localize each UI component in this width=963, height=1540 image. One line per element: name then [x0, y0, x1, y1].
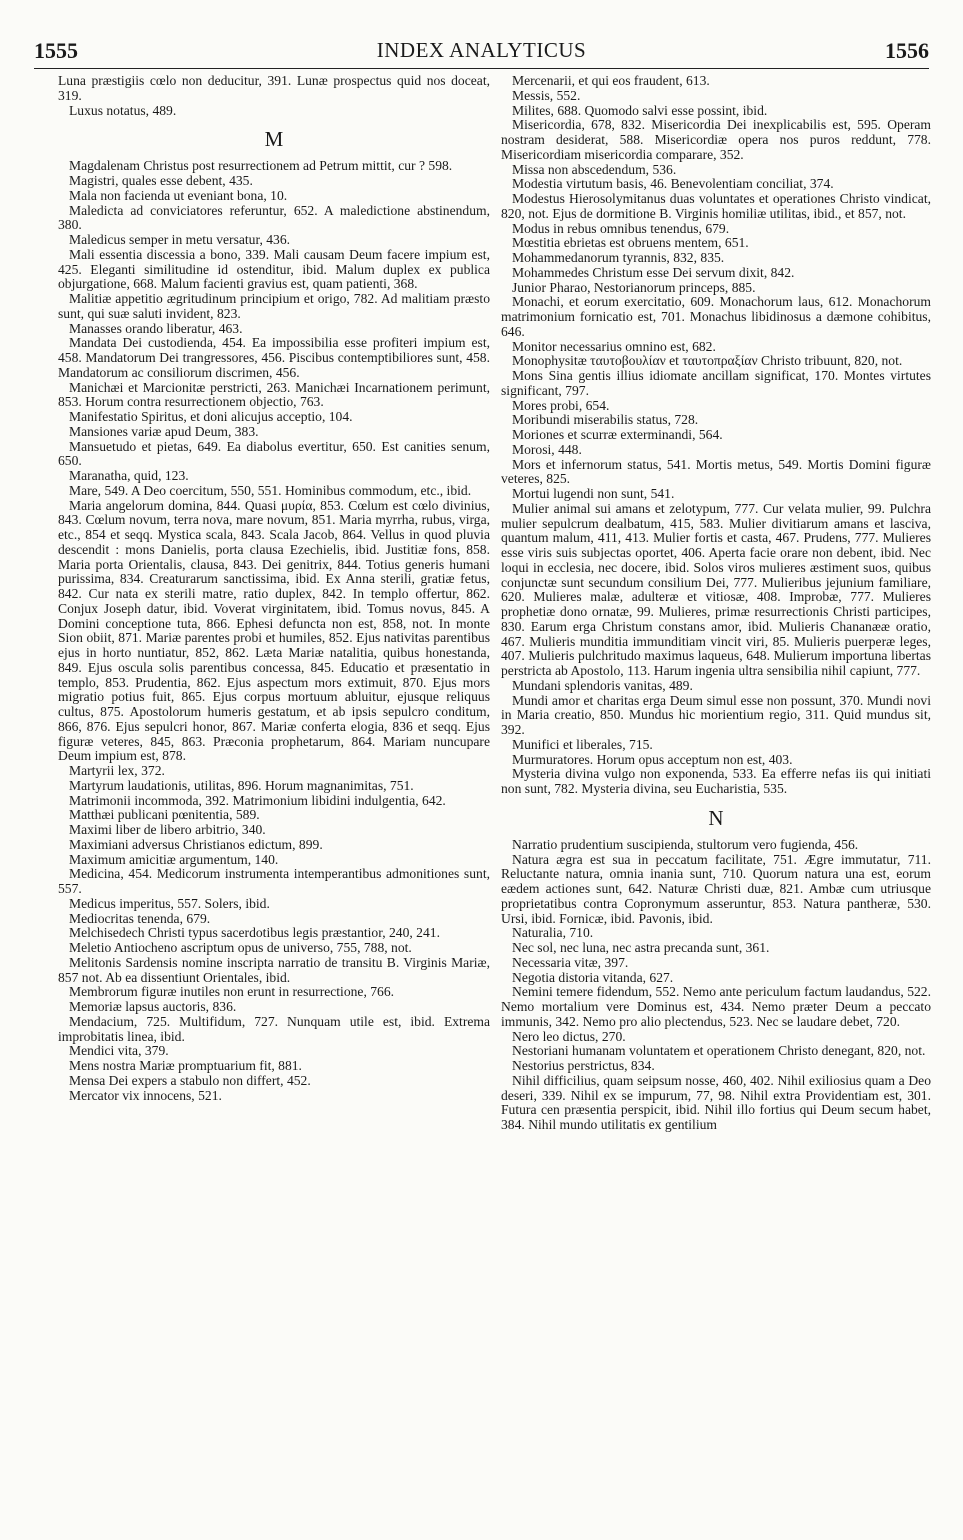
index-entry: Mansuetudo et pietas, 649. Ea diabolus evertitur, 650. Est canities senum, 650.: [58, 438, 490, 469]
header-rule: [34, 68, 929, 69]
index-entry: Manasses orando liberatur, 463.: [69, 320, 243, 336]
index-entry: Mortui lugendi non sunt, 541.: [512, 486, 675, 501]
index-entry: Nec sol, nec luna, nec astra precanda sunt, 361.: [512, 940, 770, 955]
index-entry: Maranatha, quid, 123.: [69, 468, 189, 483]
index-entry: Luxus notatus, 489.: [69, 102, 177, 118]
index-entry: Manichæi et Marcionitæ perstricti, 263. Manichæi Incarnationem perimunt, 853. Horum contra resurrectionem objectio, 763.: [58, 379, 490, 410]
index-entry: Misericordia, 678, 832. Misericordia Dei inexplicabilis est, 595. Operam nostram desiderat, 588. Misericordiæ opera nos puros reddunt, 778. Misericordiam misericordia comparare, 352.: [501, 117, 931, 162]
index-entry: Maria angelorum domina, 844. Quasi μυρία, 853. Cœlum est cœlo divinius, 843. Cœlum novum, terra nova, mare novum, 851. Maria myrrha, rubus, virga, etc., 854 et seqq. Mystica scala, 843. Scala Jacob, 864. Vellus in quod pluvia descendit : mons Danielis, porta clausa Ezechielis, ibid. Justitiæ fons, 858. Maria porta Orientalis, clausa, 843. Dei genitrix, 844. Totius generis humani purissima, 834. Creaturarum sanctissima, ibid. Ex Anna sterili, gratiæ fetus, 842. Cur nata ex sterili matre, ratio duplex, 842. In templo offertur, 862. Conjux Joseph datur, ibid. Voverat virginitatem, ibid. Tomus novus, 845. A Domini conceptione tuta, 866. Ephesi defuncta non est, 858, not. In monte Sion obiit, 871. Mariæ parentes probi et humiles, 852. Ejus nativitas parentibus ejus in horto nuntiatur, 852, 862. Læta Mariæ natalitia, quibus honestanda, 849. Ejus oscula solis parentibus concessa, 845. Educatio et præsentatio in templo, 853. Prudentia, 862. Ejus aspectum mors extimuit, 870. Ejus mors migratio potius fuit, 865. Ejus corpus mortuum abluitur, ejusque reliquus cultus, 875. Apostolorum humeris gestatum, et ab ipsis sepulcro conditum, 866, 876. Ejus sepulcri honor, 867. Mariæ conferta elogia, 836 et seqq. Ejus figuræ veteres, 845, 863. Præconia prophetarum, 864. Mariam nuncupare Deum impium est, 878.: [58, 497, 490, 764]
index-entry: Maledicus semper in metu versatur, 436.: [69, 232, 291, 247]
page-number-left: 1555: [34, 38, 78, 63]
index-entry: Nero leo dictus, 270.: [512, 1028, 626, 1044]
index-entry: Martyrii lex, 372.: [69, 763, 165, 778]
index-entry: Mohammedanorum tyrannis, 832, 835.: [512, 250, 725, 265]
index-entry: Natura ægra est sua in peccatum facilitate, 751. Ægre immutatur, 711. Reluctante natura, omnia inania sunt, 710. Quorum natura una est, eorum eædem actiones sunt, 642. Naturæ Christi duæ, 821. Ambæ cum utriusque proprietatibus contra Copronymum asseruntur, 853. Natura pantheræ, 530. Ursi, ibid. Fornicæ, ibid. Pavonis, ibid.: [501, 851, 931, 926]
index-entry: Necessaria vitæ, 397.: [512, 954, 629, 970]
index-entry: Mulier animal sui amans et zelotypum, 777. Cur velata mulier, 99. Pulchra mulier sepulcrum dealbatum, 415, 583. Mulier divitiarum amans et lasciva, quantum malum, 411, 413. Mulier fortis et casta, 467. Prudens, 777. Mulieres esse viris suis subjectas oportet, 406. Aperta facie orare non debent, ibid. Nec loqui in ecclesia, nec docere, ibid. Solos viros mulieres æstiment suos, quibus conjunctæ sunt secundum consilium Dei, 777. Mulieribus jejunium familiare, 620. Mulieres malæ, adulteræ et vitiosæ, 408. Improbæ, 777. Mulieres prophetiæ dono ornatæ, 99. Mulieres, primæ resurrectionis Christi participes, 830. Earum erga Christum constans amor, ibid. Mulieris Chananææ oratio, 467. Mulieris munditia immunditiam vincit viri, 85. Mulieris puerperæ leges, 407. Mulieris pulchritudo maximus laqueus, 648. Mulierum importuna libertas perstricta ab Apostolo, 113. Harum ingenia ultra sensibilia nihil capiunt, 777.: [501, 500, 931, 678]
index-entry: Luna præstigiis cœlo non deducitur, 391. Lunæ prospectus quid nos doceat, 319.: [58, 73, 490, 103]
index-entry: Mediocritas tenenda, 679.: [69, 910, 211, 926]
index-entry: Mansiones variæ apud Deum, 383.: [69, 423, 259, 439]
entry-list: [501, 74, 931, 797]
index-entry: Membrorum figuræ inutiles non erunt in resurrectione, 766.: [69, 984, 395, 1000]
index-entry: Maximi liber de libero arbitrio, 340.: [69, 822, 266, 837]
index-entry: Mali essentia discessia a bono, 339. Mali causam Deum facere impium est, 425. Eleganti similitudine id ostenditur, ibid. Malum duplex ex publica objurgatione, 668. Malum facienti gravius est, quam patienti, 368.: [58, 246, 490, 292]
index-entry: Mysteria divina vulgo non exponenda, 533. Ea efferre nefas iis qui initiati non sunt, 782. Mysteria divina, seu Eucharistia, 535.: [501, 766, 931, 796]
index-entry: Nemini temere fidendum, 552. Nemo ante periculum factum laudandus, 522. Nemo mortalium vere Dominus est, 434. Nemo præter Deum a peccato immunis, 342. Nemo pro alio plectendus, 523. Nec se laudare debet, 720.: [501, 984, 931, 1029]
index-entry: Maximum amicitiæ argumentum, 140.: [69, 851, 279, 867]
index-entry: Martyrum laudationis, utilitas, 896. Horum magnanimitas, 751.: [69, 777, 414, 793]
index-entry: Modus in rebus omnibus tenendus, 679.: [512, 220, 730, 236]
entry-list: [501, 838, 931, 1133]
index-entry: Memoriæ lapsus auctoris, 836.: [69, 999, 237, 1014]
index-entry: Meletio Antiocheno ascriptum opus de universo, 755, 788, not.: [69, 940, 412, 955]
index-entry: Negotia distoria vitanda, 627.: [512, 969, 674, 985]
index-entry: Mohammedes Christum esse Dei servum dixit, 842.: [512, 264, 795, 280]
index-entry: Mare, 549. A Deo coercitum, 550, 551. Hominibus commodum, etc., ibid.: [69, 482, 472, 498]
index-entry: Medicina, 454. Medicorum instrumenta intemperantibus admonitiones sunt, 557.: [58, 866, 490, 896]
index-entry: Missa non abscedendum, 536.: [512, 161, 677, 177]
index-entry: Morosi, 448.: [512, 441, 582, 457]
index-entry: Mendici vita, 379.: [69, 1043, 169, 1059]
section-letter: M: [264, 127, 284, 152]
running-title: INDEX ANALYTICUS: [376, 38, 587, 62]
index-entry: Monitor necessarius omnino est, 682.: [512, 338, 716, 354]
section-letter: N: [708, 805, 724, 830]
index-entry: Mores probi, 654.: [512, 397, 610, 413]
index-entry: Modestia virtutum basis, 46. Benevolentiam conciliat, 374.: [512, 176, 834, 192]
right-column: [501, 74, 931, 1133]
index-entry: Maximiani adversus Christianos edictum, 899.: [69, 836, 323, 852]
index-entry: Milites, 688. Quomodo salvi esse possint, ibid.: [512, 102, 768, 118]
index-entry: Magdalenam Christus post resurrectionem ad Petrum mittit, cur ? 598.: [69, 158, 453, 174]
index-entry: Monachi, et eorum exercitatio, 609. Monachorum laus, 612. Monachorum matrimonium fornicatio est, 701. Monachus libidinosus a dæmone cohibitus, 646.: [501, 294, 931, 339]
index-entry: Medicus imperitus, 557. Solers, ibid.: [69, 895, 270, 911]
index-entry: Melitonis Sardensis nomine inscripta narratio de transitu B. Virginis Mariæ, 857 not. Ab ea dissentiunt Orientales, ibid.: [58, 954, 490, 985]
index-entry: Mensa Dei expers a stabulo non differt, 452.: [69, 1072, 311, 1088]
page-number-right: 1556: [885, 38, 929, 63]
index-entry: Mens nostra Mariæ promptuarium fit, 881.: [69, 1058, 302, 1073]
index-entry: Melchisedech Christi typus sacerdotibus legis præstantior, 240, 241.: [69, 925, 440, 941]
index-entry: Messis, 552.: [512, 87, 581, 103]
index-entry: Junior Pharao, Nestorianorum princeps, 885.: [512, 279, 756, 295]
left-column: [58, 74, 490, 1103]
index-entry: Matthæi publicani pœnitentia, 589.: [69, 807, 260, 823]
index-entry: Naturalia, 710.: [512, 925, 594, 941]
index-entry: Mendacium, 725. Multifidum, 727. Nunquam utile est, ibid. Extrema improbitatis linea, ibid.: [58, 1013, 490, 1044]
index-entry: Mandata Dei custodienda, 454. Ea impossibilia esse profiteri impium est, 458. Mandatorum Dei trangressores, 456. Piscibus contemptibiliores sunt, 458. Mandatorum ac consiliorum discrimen, 456.: [58, 335, 490, 380]
index-entry: Modestus Hierosolymitanus duas voluntates et operationes Christo vindicat, 820, not. Ejus de dormitione B. Virginis homiliæ utilitas, ibid., et 857, not.: [501, 191, 931, 221]
index-entry: Mors et infernorum status, 541. Mortis metus, 549. Mortis Domini figuræ veteres, 825.: [501, 456, 931, 487]
index-entry: Mercenarii, et qui eos fraudent, 613.: [512, 73, 710, 88]
index-entry: Nestoriani humanam voluntatem et operationem Christo denegant, 820, not.: [512, 1043, 926, 1059]
index-entry: Monophysitæ ταυτοβουλίαν et ταυτοπραξίαν Christo tribuunt, 820, not.: [512, 353, 903, 369]
index-entry: Magistri, quales esse debent, 435.: [69, 173, 253, 188]
page-header: [34, 38, 929, 64]
index-entry: Mercator vix innocens, 521.: [69, 1087, 222, 1103]
index-entry: Mundani splendoris vanitas, 489.: [512, 677, 693, 693]
index-entry: Narratio prudentium suscipienda, stultorum vero fugienda, 456.: [512, 836, 859, 852]
index-entry: Mundi amor et charitas erga Deum simul esse non possunt, 370. Mundi novi in Maria creatio, 850. Mundus hic morientium regio, 311. Quid mundus sit, 392.: [501, 692, 931, 737]
index-entry: Matrimonii incommoda, 392. Matrimonium libidini indulgentia, 642.: [69, 792, 446, 808]
index-entry: Munifici et liberales, 715.: [512, 736, 653, 752]
index-entry: Malitiæ appetitio ægritudinum principium et origo, 782. Ad malitiam præsto sunt, qui suæ saluti invident, 823.: [58, 291, 490, 321]
index-entry: Nihil difficilius, quam seipsum nosse, 460, 402. Nihil exiliosius quam a Deo deseri, 339. Nihil ex se impurum, 77, 98. Nihil extra Providentiam est, 301. Futura cen præsentia perspicit, ibid. Nihil illo fortius qui Deum secum habet, 384. Nihil mundo utilitatis ex gentilium: [501, 1072, 931, 1132]
index-entry: Mala non facienda ut eveniant bona, 10.: [69, 187, 288, 203]
index-entry: Maledicta ad conviciatores referuntur, 652. A maledictione abstinendum, 380.: [58, 202, 490, 233]
index-entry: Moribundi miserabilis status, 728.: [512, 412, 699, 428]
index-entry: Manifestatio Spiritus, et doni alicujus acceptio, 104.: [69, 409, 353, 424]
entry-list: [58, 159, 490, 1103]
index-entry: Murmuratores. Horum opus acceptum non est, 403.: [512, 751, 793, 767]
index-entry: Moriones et scurræ exterminandi, 564.: [512, 427, 723, 442]
index-entry: Nestorius perstrictus, 834.: [512, 1058, 655, 1073]
index-entry: Mœstitia ebrietas est obruens mentem, 651.: [512, 235, 749, 251]
index-entry: Mons Sina gentis illius idiomate ancillam significat, 170. Montes virtutes significant, 797.: [501, 368, 931, 398]
